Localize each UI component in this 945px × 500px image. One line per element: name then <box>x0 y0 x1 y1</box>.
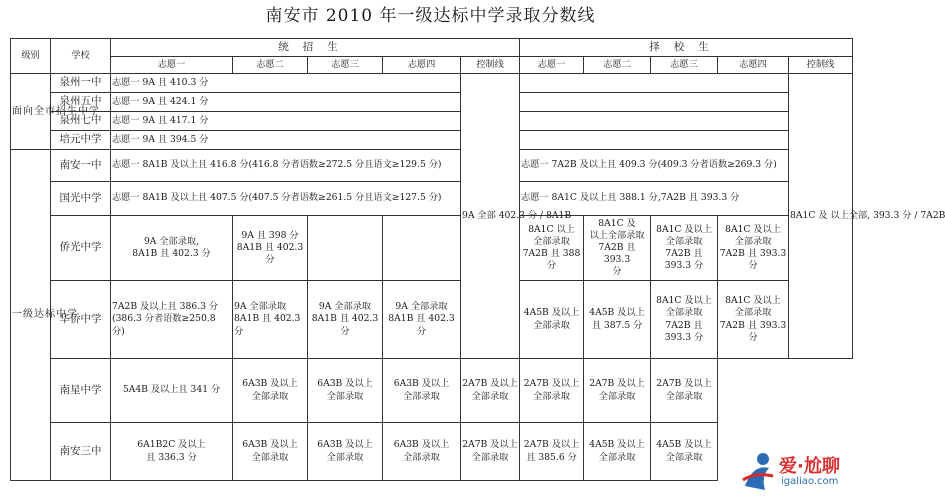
table-row <box>11 281 853 359</box>
tz-wish3-cell: 9A 全部录取 8A1B 且 402.3 分 <box>308 281 383 359</box>
site-watermark <box>739 450 857 494</box>
zx-wish2-cell: 8A1C 及 以上全部录取 7A2B 且 393.3 分 <box>584 216 651 281</box>
tz-wish3-cell: 6A3B 及以上 全部录取 <box>308 359 383 423</box>
zx-control-line: 8A1C 及 以上全部, 393.3 分 / 7A2B <box>789 74 853 359</box>
table-row <box>11 131 853 150</box>
header-zexiao: 择校生 <box>520 39 853 57</box>
tz-wish4-cell: 9A 全部录取 8A1B 且 402.3 分 <box>383 281 461 359</box>
zx-wish2-cell: 2A7B 及以上 且 385.6 分 <box>520 423 584 481</box>
header-zx-wish2: 志愿二 <box>584 57 651 74</box>
zx-wish1-cell: 2A7B 及以上 全部录取 <box>461 359 520 423</box>
page-title: 南安市 2010 年一级达标中学录取分数线 <box>265 6 596 26</box>
table-row <box>11 359 853 423</box>
header-tz-wish4: 志愿四 <box>383 57 461 74</box>
header-zx-wish1: 志愿一 <box>520 57 584 74</box>
tz-wish1-cell: 志愿一 8A1B 及以上且 407.5 分(407.5 分者语数≥261.5 分且语文≥127.5 分) <box>111 182 461 216</box>
zx-empty-cell <box>520 112 789 131</box>
header-tz-wish1: 志愿一 <box>111 57 233 74</box>
school-name: 南星中学 <box>51 359 111 423</box>
school-name: 泉州一中 <box>51 74 111 93</box>
school-name: 侨光中学 <box>51 216 111 281</box>
table-row <box>11 150 853 182</box>
admission-score-table <box>10 38 945 481</box>
tz-wish1-cell: 志愿一 9A 且 394.5 分 <box>111 131 461 150</box>
watermark-brand: 爱·尬聊 <box>779 456 840 477</box>
header-tz-control: 控制线 <box>461 57 520 74</box>
table-row <box>11 423 853 481</box>
zx-wish2-cell: 2A7B 及以上 全部录取 <box>520 359 584 423</box>
zx-wish4-cell: 4A5B 及以上 全部录取 <box>651 423 718 481</box>
tz-wish1-cell: 5A4B 及以上且 341 分 <box>111 359 233 423</box>
mascot-icon <box>739 450 779 494</box>
table-row <box>11 74 853 93</box>
zx-wish3-cell: 2A7B 及以上 全部录取 <box>584 359 651 423</box>
header-zx-control: 控制线 <box>789 57 853 74</box>
zx-wish1-cell: 志愿一 7A2B 及以上且 409.3 分(409.3 分者语数≥269.3 分) <box>520 150 789 182</box>
tz-wish1-cell: 7A2B 及以上且 386.3 分 (386.3 分者语数≥250.8 分) <box>111 281 233 359</box>
tz-control-line: 9A 全部 402.3 分 / 8A1B <box>461 74 520 359</box>
header-tz-wish2: 志愿二 <box>233 57 308 74</box>
header-school: 学校 <box>51 39 111 74</box>
zx-wish1-cell: 4A5B 及以上 全部录取 <box>520 281 584 359</box>
zx-wish4-cell: 8A1C 及以上 全部录取 7A2B 且 393.3 分 <box>718 281 789 359</box>
tz-wish2-cell: 6A3B 及以上 全部录取 <box>233 423 308 481</box>
school-name: 国光中学 <box>51 182 111 216</box>
tz-wish3-cell <box>308 216 383 281</box>
zx-wish3-cell: 8A1C 及以上 全部录取 7A2B 且 393.3 分 <box>651 281 718 359</box>
header-row-2 <box>11 57 853 74</box>
group-citywide: 面向全市招生中学 <box>11 74 51 150</box>
zx-wish4-cell: 8A1C 及以上 全部录取 7A2B 且 393.3 分 <box>718 216 789 281</box>
zx-empty-cell <box>520 131 789 150</box>
tz-wish2-cell: 9A 全部录取 8A1B 且 402.3 分 <box>233 281 308 359</box>
tz-wish1-cell: 9A 全部录取, 8A1B 且 402.3 分 <box>111 216 233 281</box>
tz-wish1-cell: 志愿一 8A1B 及以上且 416.8 分(416.8 分者语数≥272.5 分且语文≥129.5 分) <box>111 150 461 182</box>
zx-empty-cell <box>520 93 789 112</box>
zx-wish1-cell: 8A1C 以上 全部录取 7A2B 且 388 分 <box>520 216 584 281</box>
header-zx-wish4: 志愿四 <box>718 57 789 74</box>
school-name: 泉州七中 <box>51 112 111 131</box>
school-name: 华侨中学 <box>51 281 111 359</box>
tz-wish1-cell: 志愿一 9A 且 424.1 分 <box>111 93 461 112</box>
school-name: 南安三中 <box>51 423 111 481</box>
table-row <box>11 216 853 281</box>
zx-wish3-cell: 4A5B 及以上 全部录取 <box>584 423 651 481</box>
zx-wish4-cell: 2A7B 及以上 全部录取 <box>651 359 718 423</box>
table-row <box>11 182 853 216</box>
tz-wish4-cell <box>383 216 461 281</box>
zx-empty-cell <box>520 74 789 93</box>
zx-wish3-cell: 8A1C 及以上 全部录取 7A2B 且 393.3 分 <box>651 216 718 281</box>
school-name: 泉州五中 <box>51 93 111 112</box>
tz-wish4-cell: 6A3B 及以上 全部录取 <box>383 359 461 423</box>
header-zx-wish3: 志愿三 <box>651 57 718 74</box>
header-row-1 <box>11 39 853 57</box>
school-name: 培元中学 <box>51 131 111 150</box>
tz-wish3-cell: 6A3B 及以上 全部录取 <box>308 423 383 481</box>
header-tz-wish3: 志愿三 <box>308 57 383 74</box>
tz-wish1-cell: 6A1B2C 及以上 且 336.3 分 <box>111 423 233 481</box>
tz-wish1-cell: 志愿一 9A 且 417.1 分 <box>111 112 461 131</box>
school-name: 南安一中 <box>51 150 111 182</box>
tz-wish2-cell: 9A 且 398 分 8A1B 且 402.3 分 <box>233 216 308 281</box>
zx-wish1-cell: 2A7B 及以上 全部录取 <box>461 423 520 481</box>
header-tongzhao: 统招生 <box>111 39 520 57</box>
tz-wish1-cell: 志愿一 9A 且 410.3 分 <box>111 74 461 93</box>
tz-wish4-cell: 6A3B 及以上 全部录取 <box>383 423 461 481</box>
zx-wish1-cell: 志愿一 8A1C 及以上且 388.1 分,7A2B 且 393.3 分 <box>520 182 789 216</box>
watermark-site: igaliao.com <box>781 476 839 487</box>
zx-wish2-cell: 4A5B 及以上 且 387.5 分 <box>584 281 651 359</box>
group-level1: 一级达标中学 <box>11 150 51 481</box>
table-row <box>11 112 853 131</box>
tz-wish2-cell: 6A3B 及以上 全部录取 <box>233 359 308 423</box>
header-level: 级别 <box>11 39 51 74</box>
table-row <box>11 93 853 112</box>
